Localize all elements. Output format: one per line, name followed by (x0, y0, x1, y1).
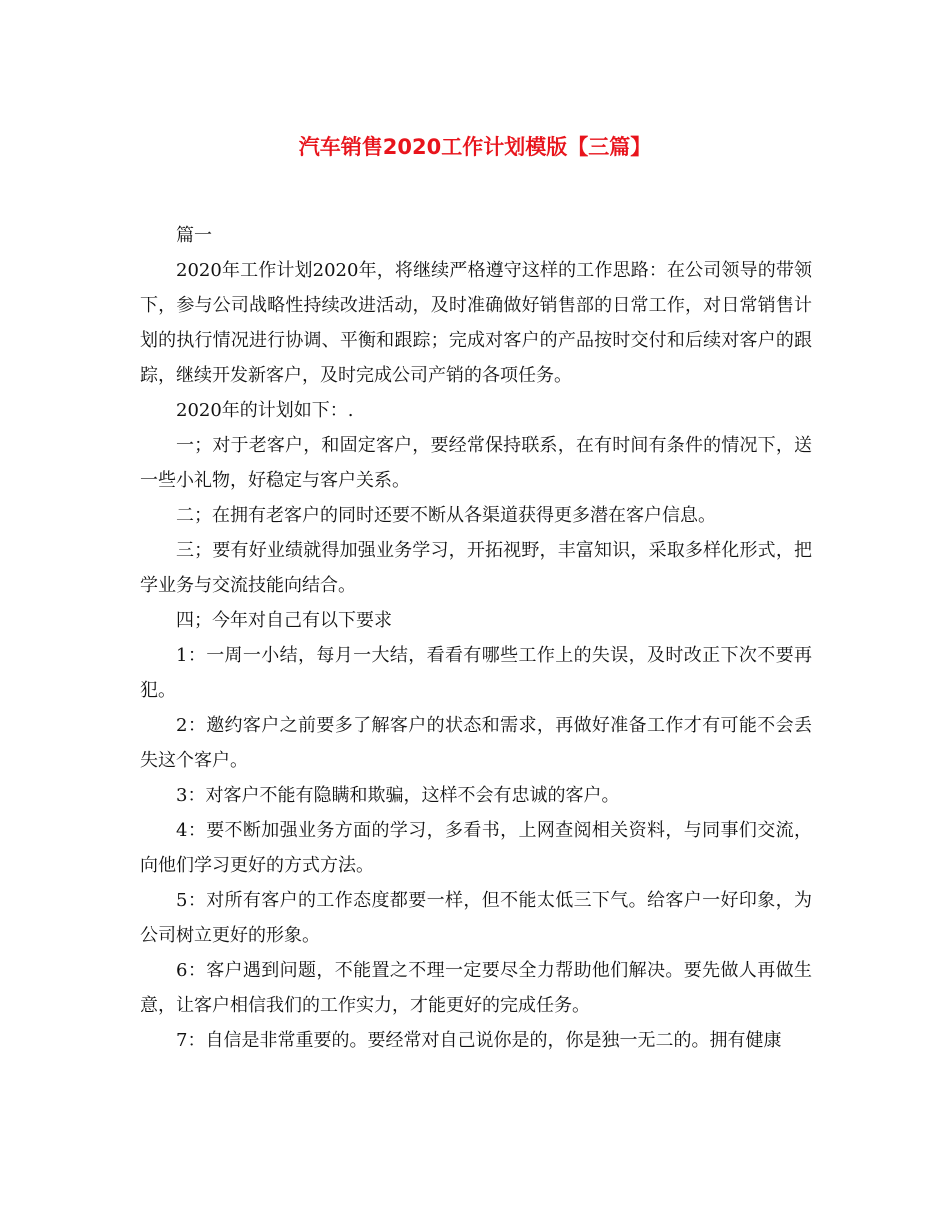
document-title: 汽车销售2020工作计划模版【三篇】 (298, 135, 652, 159)
paragraph-item-2: 二；在拥有老客户的同时还要不断从各渠道获得更多潜在客户信息。 (176, 505, 716, 526)
requirement-2: 2：邀约客户之前要多了解客户的状态和需求，再做好准备工作才有可能不会丢失这个客户。 (140, 715, 812, 771)
requirement-3: 3：对客户不能有隐瞒和欺骗，这样不会有忠诚的客户。 (176, 785, 620, 806)
requirement-5: 5：对所有客户的工作态度都要一样，但不能太低三下气。给客户一好印象，为公司树立更好的形象。 (140, 890, 812, 946)
requirement-4: 4：要不断加强业务方面的学习，多看书，上网查阅相关资料，与同事们交流，向他们学习更好的方式方法。 (140, 820, 812, 876)
paragraph-intro: 2020年工作计划2020年，将继续严格遵守这样的工作思路：在公司领导的带领下，参与公司战略性持续改进活动，及时准确做好销售部的日常工作，对日常销售计划的执行情况进行协调、平衡和跟踪；完成对客户的产品按时交付和后续对客户的跟踪，继续开发新客户，及时完成公司产销的各项任务。 (140, 260, 812, 386)
paragraph-item-4: 四；今年对自己有以下要求 (176, 610, 392, 631)
paragraph-item-3: 三；要有好业绩就得加强业务学习，开拓视野，丰富知识，采取多样化形式，把学业务与交流技能向结合。 (140, 540, 812, 596)
requirement-7: 7：自信是非常重要的。要经常对自己说你是的，你是独一无二的。拥有健康 (176, 1030, 782, 1051)
section-heading-pian-yi: 篇一 (176, 225, 212, 246)
requirement-6: 6：客户遇到问题，不能置之不理一定要尽全力帮助他们解决。要先做人再做生意，让客户相信我们的工作实力，才能更好的完成任务。 (140, 960, 812, 1016)
requirement-1: 1：一周一小结，每月一大结，看看有哪些工作上的失误，及时改正下次不要再犯。 (140, 645, 812, 701)
document-body (140, 218, 812, 1058)
paragraph-item-1: 一；对于老客户，和固定客户，要经常保持联系，在有时间有条件的情况下，送一些小礼物，好稳定与客户关系。 (140, 435, 812, 491)
paragraph-plan-heading: 2020年的计划如下：. (176, 400, 354, 421)
